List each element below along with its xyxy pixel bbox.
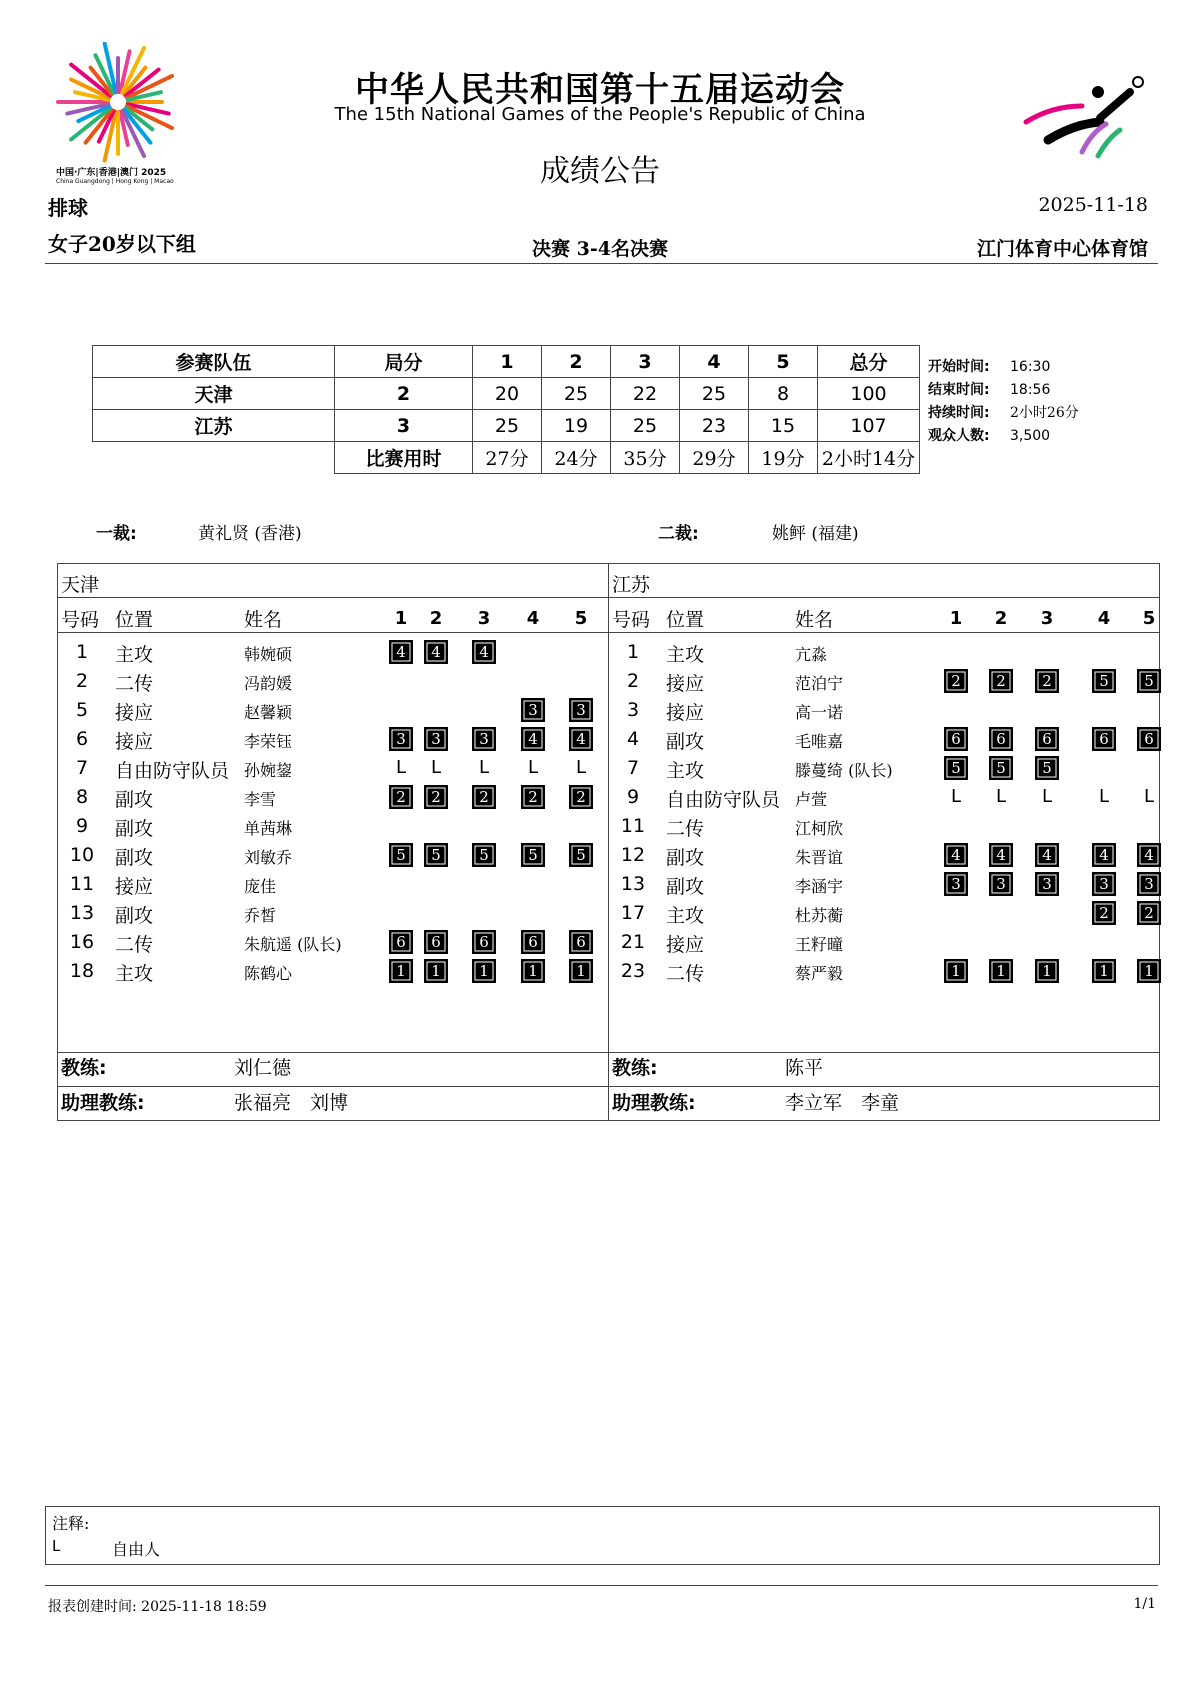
set-score: 25 [680, 378, 749, 410]
starting-position-box: 4 [990, 844, 1012, 866]
player-name: 范泊宁 [795, 674, 844, 693]
player-name: 孙婉鋆 [244, 761, 293, 780]
notes-description: 自由人 [112, 1540, 161, 1559]
player-position: 副攻 [666, 847, 705, 869]
starting-position-box: 5 [945, 757, 967, 779]
match-date: 2025-11-18 [1038, 194, 1148, 216]
games-emblem-icon [52, 42, 192, 166]
column-header-set: 3 [1040, 608, 1054, 629]
header-set-4: 4 [680, 346, 749, 378]
player-number: 21 [620, 931, 646, 953]
sets-won: 2 [335, 378, 473, 410]
starting-position-box: 6 [570, 931, 592, 953]
set-score: 20 [473, 378, 542, 410]
sets-won: 3 [335, 410, 473, 442]
player-position: 二传 [115, 673, 154, 695]
header-team: 参赛队伍 [93, 346, 335, 378]
player-name: 亢淼 [795, 645, 828, 664]
bulletin-title: 成绩公告 [540, 154, 660, 189]
column-header-set: 1 [949, 608, 963, 629]
starting-position-box: 3 [425, 728, 447, 750]
starting-position-box: 1 [1036, 960, 1058, 982]
player-number: 2 [626, 670, 640, 692]
player-number: 1 [626, 641, 640, 663]
player-row [58, 900, 609, 928]
player-number: 23 [620, 960, 646, 982]
player-number: 11 [620, 815, 646, 837]
set-score: 25 [473, 410, 542, 442]
starting-position-box: 5 [1036, 757, 1058, 779]
column-header-no: 号码 [612, 609, 651, 631]
player-position: 主攻 [666, 644, 705, 666]
set-duration: 24分 [542, 442, 611, 474]
time-info [928, 356, 1079, 448]
player-number: 9 [75, 815, 89, 837]
starting-position-box: 3 [945, 873, 967, 895]
total-points: 100 [818, 378, 920, 410]
player-number: 13 [620, 873, 646, 895]
starting-position-box: 4 [1093, 844, 1115, 866]
player-name: 单茜琳 [244, 819, 293, 838]
column-header-set: 1 [394, 608, 408, 629]
set-score: 22 [611, 378, 680, 410]
libero-marker: L [527, 757, 539, 778]
column-header-position: 位置 [666, 609, 705, 631]
player-number: 5 [75, 699, 89, 721]
starting-position-box: 4 [1036, 844, 1058, 866]
player-row [609, 900, 1160, 928]
first-referee: 黄礼贤 (香港) [198, 524, 302, 544]
coach-name: 陈平 [785, 1057, 824, 1079]
score-row-team-1 [93, 378, 920, 410]
starting-position-box: 1 [425, 960, 447, 982]
starting-position-box: 2 [390, 786, 412, 808]
player-number: 16 [69, 931, 95, 953]
starting-position-box: 3 [990, 873, 1012, 895]
starting-position-box: 3 [1036, 873, 1058, 895]
player-position: 主攻 [666, 760, 705, 782]
starting-position-box: 1 [945, 960, 967, 982]
player-row [58, 929, 609, 957]
starting-position-box: 5 [570, 844, 592, 866]
starting-position-box: 3 [1093, 873, 1115, 895]
libero-marker: L [1098, 786, 1110, 807]
end-time-label: 结束时间: [928, 382, 990, 398]
player-position: 主攻 [115, 963, 154, 985]
report-created-time: 报表创建时间: 2025-11-18 18:59 [48, 1599, 267, 1615]
set-score: 19 [542, 410, 611, 442]
roster-line [57, 1086, 1160, 1087]
assistant-coaches: 张福亮 刘博 [234, 1092, 349, 1114]
player-name: 高一诺 [795, 703, 844, 722]
roster-line [57, 1052, 1160, 1053]
player-row [609, 755, 1160, 783]
starting-position-box: 1 [1138, 960, 1160, 982]
player-number: 7 [75, 757, 89, 779]
starting-position-box: 4 [390, 641, 412, 663]
games-logo [52, 42, 192, 192]
set-score: 23 [680, 410, 749, 442]
duration: 2小时26分 [1010, 405, 1079, 421]
player-number: 12 [620, 844, 646, 866]
total-duration: 2小时14分 [818, 442, 920, 474]
player-position: 副攻 [115, 789, 154, 811]
player-number: 11 [69, 873, 95, 895]
starting-position-box: 6 [390, 931, 412, 953]
player-row [58, 784, 609, 812]
player-row [58, 726, 609, 754]
player-name: 卢萱 [795, 790, 828, 809]
player-position: 接应 [115, 876, 154, 898]
column-header-name: 姓名 [795, 609, 834, 631]
empty-cell [93, 442, 335, 474]
column-header-set: 5 [1142, 608, 1156, 629]
header-set-3: 3 [611, 346, 680, 378]
starting-position-box: 1 [1093, 960, 1115, 982]
player-number: 1 [75, 641, 89, 663]
assistant-coaches: 李立军 李童 [785, 1092, 900, 1114]
player-name: 朱航遥 (队长) [244, 935, 342, 954]
first-referee-label: 一裁: [96, 524, 137, 544]
player-position: 副攻 [666, 731, 705, 753]
score-row-team-2 [93, 410, 920, 442]
starting-position-box: 6 [473, 931, 495, 953]
team-name: 天津 [93, 378, 335, 410]
player-name: 李涵宇 [795, 877, 844, 896]
player-row [609, 842, 1160, 870]
player-name: 滕蔓绮 (队长) [795, 761, 893, 780]
player-position: 副攻 [115, 847, 154, 869]
column-header-set: 2 [994, 608, 1008, 629]
starting-position-box: 6 [1036, 728, 1058, 750]
team-name: 江苏 [93, 410, 335, 442]
column-header-set: 5 [574, 608, 588, 629]
sport-label: 排球 [48, 196, 88, 220]
player-number: 3 [626, 699, 640, 721]
starting-position-box: 5 [1138, 670, 1160, 692]
set-score: 8 [749, 378, 818, 410]
player-row [58, 871, 609, 899]
logo-text: 中国·广东|香港|澳门 2025 [56, 168, 167, 178]
column-header-set: 2 [429, 608, 443, 629]
starting-position-box: 1 [570, 960, 592, 982]
player-position: 二传 [115, 934, 154, 956]
header-total: 总分 [818, 346, 920, 378]
column-header-position: 位置 [115, 609, 154, 631]
player-name: 李雪 [244, 790, 277, 809]
player-row [609, 958, 1160, 986]
roster-line [57, 632, 1160, 633]
starting-position-box: 4 [473, 641, 495, 663]
starting-position-box: 2 [473, 786, 495, 808]
notes-box [45, 1506, 1160, 1565]
player-row [609, 726, 1160, 754]
libero-marker: L [1143, 786, 1155, 807]
footer-divider [45, 1585, 1158, 1586]
starting-position-box: 4 [522, 728, 544, 750]
duration-row [93, 442, 920, 474]
duration-label: 持续时间: [928, 405, 990, 421]
logo-subtext: China Guangdong | Hong Kong | Macao [56, 178, 174, 185]
roster-team-name: 江苏 [612, 574, 651, 596]
player-row [58, 958, 609, 986]
player-number: 7 [626, 757, 640, 779]
starting-position-box: 4 [570, 728, 592, 750]
player-row [58, 755, 609, 783]
starting-position-box: 2 [425, 786, 447, 808]
start-time-label: 开始时间: [928, 359, 990, 375]
player-number: 10 [69, 844, 95, 866]
player-row [609, 668, 1160, 696]
player-position: 接应 [115, 731, 154, 753]
player-name: 陈鹤心 [244, 964, 293, 983]
column-header-set: 3 [477, 608, 491, 629]
set-duration: 27分 [473, 442, 542, 474]
starting-position-box: 3 [473, 728, 495, 750]
header-set-1: 1 [473, 346, 542, 378]
player-row [58, 697, 609, 725]
set-duration: 19分 [749, 442, 818, 474]
starting-position-box: 6 [1093, 728, 1115, 750]
player-name: 毛唯嘉 [795, 732, 844, 751]
player-position: 自由防守队员 [666, 789, 781, 811]
starting-position-box: 6 [425, 931, 447, 953]
player-number: 6 [75, 728, 89, 750]
player-name: 朱晋谊 [795, 848, 844, 867]
player-row [58, 813, 609, 841]
starting-position-box: 1 [990, 960, 1012, 982]
starting-position-box: 3 [1138, 873, 1160, 895]
player-position: 二传 [666, 963, 705, 985]
total-points: 107 [818, 410, 920, 442]
player-name: 赵馨颖 [244, 703, 293, 722]
column-header-no: 号码 [61, 609, 100, 631]
starting-position-box: 5 [990, 757, 1012, 779]
starting-position-box: 1 [390, 960, 412, 982]
starting-position-box: 6 [1138, 728, 1160, 750]
player-position: 主攻 [666, 905, 705, 927]
set-score: 25 [611, 410, 680, 442]
libero-marker: L [950, 786, 962, 807]
player-row [609, 813, 1160, 841]
starting-position-box: 2 [1138, 902, 1160, 924]
roster-team-name: 天津 [61, 574, 100, 596]
starting-position-box: 3 [390, 728, 412, 750]
assistant-coach-label: 助理教练: [612, 1092, 696, 1114]
libero-marker: L [430, 757, 442, 778]
starting-position-box: 3 [522, 699, 544, 721]
player-position: 二传 [666, 818, 705, 840]
set-score: 25 [542, 378, 611, 410]
coach-label: 教练: [61, 1057, 107, 1079]
duration-label: 比赛用时 [335, 442, 473, 474]
starting-position-box: 2 [570, 786, 592, 808]
header-divider [45, 263, 1158, 264]
starting-position-box: 1 [473, 960, 495, 982]
starting-position-box: 1 [522, 960, 544, 982]
player-name: 杜苏蘅 [795, 906, 844, 925]
player-row [609, 639, 1160, 667]
column-header-set: 4 [526, 608, 540, 629]
player-row [609, 871, 1160, 899]
player-position: 自由防守队员 [115, 760, 230, 782]
page-title: 中华人民共和国第十五届运动会 [355, 70, 845, 110]
player-row [58, 639, 609, 667]
player-position: 接应 [666, 673, 705, 695]
stage-label: 决赛 3-4名决赛 [532, 238, 668, 260]
player-number: 17 [620, 902, 646, 924]
start-time: 16:30 [1010, 359, 1051, 375]
notes-title: 注释: [52, 1514, 90, 1533]
assistant-coach-label: 助理教练: [61, 1092, 145, 1114]
volleyball-pictogram [1022, 70, 1152, 160]
libero-marker: L [395, 757, 407, 778]
player-number: 9 [626, 786, 640, 808]
player-number: 2 [75, 670, 89, 692]
player-name: 江柯欣 [795, 819, 844, 838]
page-title-english: The 15th National Games of the People's Republic of China [334, 104, 866, 125]
player-number: 8 [75, 786, 89, 808]
starting-position-box: 2 [1093, 902, 1115, 924]
starting-position-box: 5 [1093, 670, 1115, 692]
starting-position-box: 5 [522, 844, 544, 866]
header-sets-won: 局分 [335, 346, 473, 378]
starting-position-box: 3 [570, 699, 592, 721]
player-position: 接应 [666, 934, 705, 956]
starting-position-box: 6 [945, 728, 967, 750]
player-position: 副攻 [115, 818, 154, 840]
coach-label: 教练: [612, 1057, 658, 1079]
set-score: 15 [749, 410, 818, 442]
volleyball-player-icon [1022, 70, 1152, 160]
second-referee: 姚鲆 (福建) [772, 524, 859, 544]
second-referee-label: 二裁: [658, 524, 699, 544]
starting-position-box: 4 [1138, 844, 1160, 866]
player-name: 乔皙 [244, 906, 277, 925]
column-header-name: 姓名 [244, 609, 283, 631]
player-row [609, 697, 1160, 725]
header-set-5: 5 [749, 346, 818, 378]
libero-marker: L [995, 786, 1007, 807]
player-row [58, 842, 609, 870]
player-row [58, 668, 609, 696]
header-set-2: 2 [542, 346, 611, 378]
player-name: 李荣钰 [244, 732, 293, 751]
starting-position-box: 5 [473, 844, 495, 866]
player-name: 王籽曈 [795, 935, 844, 954]
spectators-label: 观众人数: [928, 428, 990, 444]
score-header-row [93, 346, 920, 378]
player-number: 13 [69, 902, 95, 924]
player-position: 接应 [115, 702, 154, 724]
page-number: 1/1 [1133, 1596, 1156, 1612]
starting-position-box: 2 [1036, 670, 1058, 692]
player-name: 蔡严毅 [795, 964, 844, 983]
starting-position-box: 2 [945, 670, 967, 692]
roster-divider [608, 563, 609, 1121]
player-position: 副攻 [115, 905, 154, 927]
starting-position-box: 4 [945, 844, 967, 866]
libero-marker: L [1041, 786, 1053, 807]
player-position: 副攻 [666, 876, 705, 898]
notes-key: L [52, 1537, 61, 1555]
player-name: 韩婉硕 [244, 645, 293, 664]
starting-position-box: 6 [522, 931, 544, 953]
set-duration: 35分 [611, 442, 680, 474]
set-duration: 29分 [680, 442, 749, 474]
coach-name: 刘仁德 [234, 1057, 292, 1079]
starting-position-box: 2 [522, 786, 544, 808]
score-table [92, 345, 920, 474]
venue-label: 江门体育中心体育馆 [976, 238, 1148, 260]
libero-marker: L [575, 757, 587, 778]
player-name: 刘敏乔 [244, 848, 293, 867]
spectators: 3,500 [1010, 428, 1051, 444]
starting-position-box: 2 [990, 670, 1012, 692]
starting-position-box: 6 [990, 728, 1012, 750]
libero-marker: L [478, 757, 490, 778]
roster-line [57, 597, 1160, 598]
player-row [609, 784, 1160, 812]
player-name: 庞佳 [244, 877, 277, 896]
player-position: 接应 [666, 702, 705, 724]
group-label: 女子20岁以下组 [48, 232, 196, 256]
player-number: 18 [69, 960, 95, 982]
starting-position-box: 5 [425, 844, 447, 866]
player-position: 主攻 [115, 644, 154, 666]
starting-position-box: 4 [425, 641, 447, 663]
end-time: 18:56 [1010, 382, 1051, 398]
player-number: 4 [626, 728, 640, 750]
player-name: 冯韵媛 [244, 674, 293, 693]
column-header-set: 4 [1097, 608, 1111, 629]
starting-position-box: 5 [390, 844, 412, 866]
player-row [609, 929, 1160, 957]
